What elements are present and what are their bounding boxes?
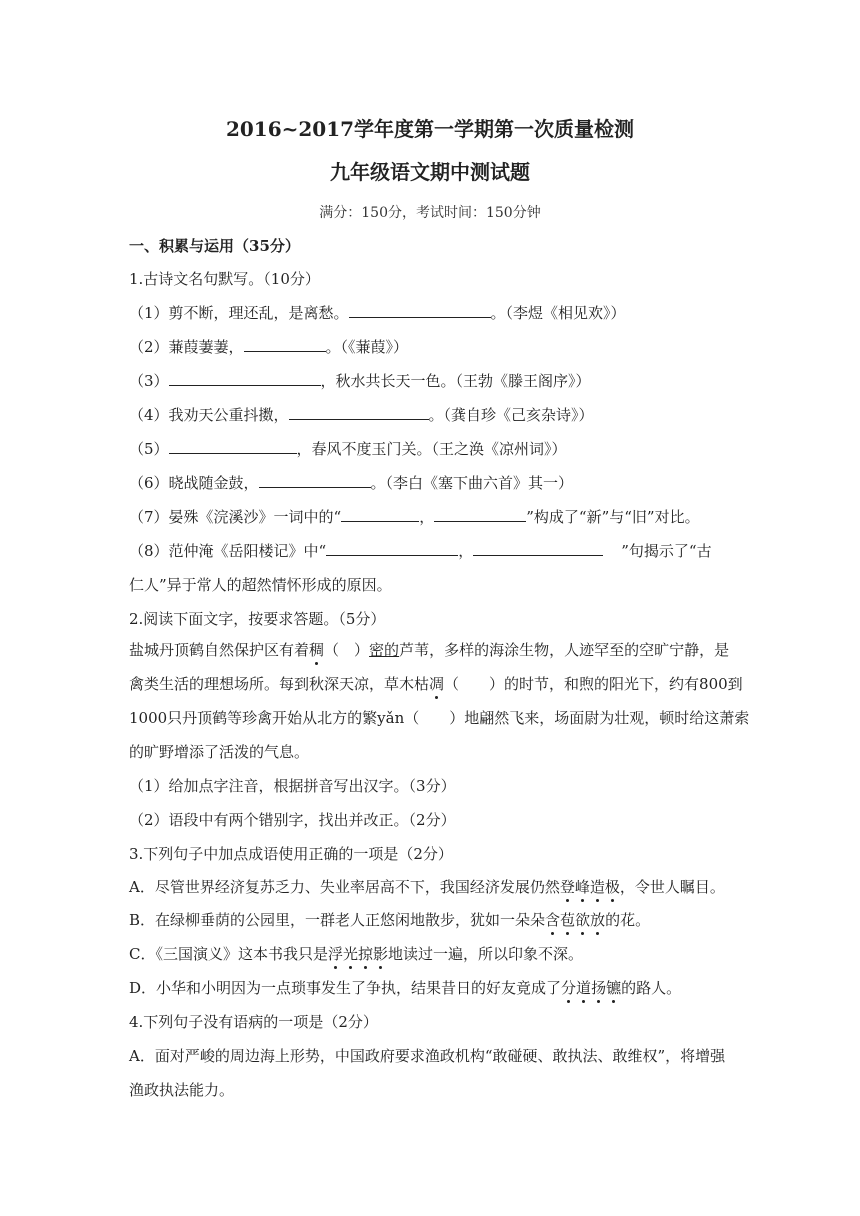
underlined-text: 密的 (369, 641, 400, 659)
q2-passage-line4: 的旷野增添了活泼的气息。 (129, 743, 310, 761)
answer-blank[interactable] (341, 507, 419, 522)
q2-passage-line3: 1000只丹顶鹤等珍禽开始从北方的繁yǎn（ ）地翩然飞来，场面尉为壮观，顿时给这萧索 (129, 709, 750, 727)
q1-item-8-comma: ， (458, 542, 474, 560)
q1-item-7-tail: ”构成了“新”与“旧”对比。 (526, 508, 700, 526)
dotted-char: 凋 (429, 675, 445, 693)
dotted-char: 极 (604, 878, 620, 896)
dotted-char: 造 (589, 878, 605, 896)
q1-item-2-source: 。（《蒹葭》） (325, 338, 409, 356)
q2-passage-line2 (129, 674, 743, 694)
q1-item-3 (129, 371, 591, 391)
q1-item-8 (129, 541, 712, 561)
dotted-idiom (561, 979, 621, 997)
exam-title-line2: 九年级语文期中测试题 (330, 160, 530, 184)
exam-subtitle: 满分：150分，考试时间：150分钟 (319, 205, 541, 221)
option-text: 的花。 (605, 911, 651, 929)
answer-blank[interactable] (244, 337, 326, 352)
dotted-idiom (560, 878, 620, 896)
dotted-char: 峰 (574, 878, 590, 896)
q1-item-8-text: （8）范仲淹《岳阳楼记》中“ (129, 542, 327, 560)
q2-subquestion-2: （2）语段中有两个错别字，找出并改正。（2分） (129, 811, 456, 829)
dotted-char: 稠 (309, 641, 325, 659)
q2-passage-text: 禽类生活的理想场所。每到秋深天凉，草木枯 (129, 675, 430, 693)
answer-blank[interactable] (473, 541, 603, 556)
q2-passage-text: 芦苇，多样的海涂生物，人迹罕至的空旷宁静，是 (399, 641, 730, 659)
answer-blank[interactable] (169, 371, 321, 386)
option-text: B．在绿柳垂荫的公园里，一群老人正悠闲地散步，犹如一朵朵 (129, 911, 546, 929)
section-heading: 一、积累与运用（35分） (129, 237, 300, 255)
option-text: C．《三国演义》这本书我只是 (129, 945, 328, 963)
answer-blank[interactable] (326, 541, 458, 556)
dotted-char: 苞 (560, 911, 576, 929)
q3-option-a[interactable] (129, 877, 725, 897)
q3-option-d[interactable] (129, 978, 681, 998)
q1-item-3-text: ，秋水共长天一色。（王勃《滕王阁序》） (320, 372, 591, 390)
exam-title-line1: 2016~2017学年度第一学期第一次质量检测 (225, 117, 635, 141)
dotted-char: 放 (590, 911, 606, 929)
q1-item-1 (129, 303, 626, 323)
q4-option-a-line1[interactable]: A．面对严峻的周边海上形势，中国政府要求渔政机构“敢碰硬、敢执法、敢维权”，将增强 (129, 1047, 726, 1065)
answer-blank[interactable] (289, 405, 429, 420)
dotted-idiom (545, 911, 605, 929)
dotted-char: 镳 (606, 979, 622, 997)
q2-subquestion-1: （1）给加点字注音，根据拼音写出汉字。（3分） (129, 777, 456, 795)
option-text: A．尽管世界经济复苏乏力、失业率居高不下，我国经济发展仍然 (129, 878, 560, 896)
q3-option-c[interactable] (129, 944, 583, 964)
q1-item-5-num: （5） (129, 440, 169, 458)
q1-item-4-text: （4）我劝天公重抖擞， (129, 406, 289, 424)
q1-item-1-source: 。（李煜《相见欢》） (490, 304, 626, 322)
q1-item-7 (129, 507, 700, 527)
dotted-char: 道 (576, 979, 592, 997)
dotted-char: 影 (373, 945, 389, 963)
q1-item-7-comma: ， (419, 508, 435, 526)
q2-stem: 2.阅读下面文字，按要求答题。（5分） (129, 610, 386, 628)
option-text: ，令世人瞩目。 (619, 878, 725, 896)
q1-stem: 1.古诗文名句默写。（10分） (129, 270, 320, 288)
dotted-idiom (328, 945, 388, 963)
q1-item-4-source: 。（龚自珍《己亥杂诗》） (428, 406, 594, 424)
answer-blank[interactable] (349, 303, 491, 318)
q1-item-8-cont: 仁人”异于常人的超然情怀形成的原因。 (129, 576, 392, 594)
answer-blank[interactable] (259, 473, 371, 488)
q3-stem: 3.下列句子中加点成语使用正确的一项是（2分） (129, 845, 453, 863)
q2-passage-text: 盐城丹顶鹤自然保护区有着 (129, 641, 310, 659)
q4-stem: 4.下列句子没有语病的一项是（2分） (129, 1013, 378, 1031)
q1-item-1-text: （1）剪不断，理还乱，是离愁。 (129, 304, 349, 322)
q1-item-6 (129, 473, 573, 493)
dotted-char: 光 (343, 945, 359, 963)
dotted-char: 浮 (327, 945, 343, 963)
answer-paren[interactable]: （ ） (324, 641, 370, 659)
option-text: 地读过一遍，所以印象不深。 (388, 945, 584, 963)
q3-option-b[interactable] (129, 910, 650, 930)
q1-item-4 (129, 405, 594, 425)
option-text: 的路人。 (621, 979, 682, 997)
option-text: D．小华和小明因为一点琐事发生了争执，结果昔日的好友竟成了 (129, 979, 562, 997)
dotted-char: 欲 (575, 911, 591, 929)
q1-item-7-text: （7）晏殊《浣溪沙》一词中的“ (129, 508, 342, 526)
q1-item-2 (129, 337, 408, 357)
q1-item-5-text: ，春风不度玉门关。（王之涣《凉州词》） (296, 440, 567, 458)
q1-item-6-text: （6）晓战随金鼓， (129, 474, 259, 492)
q1-item-6-source: 。（李白《塞下曲六首》其一） (370, 474, 574, 492)
q4-option-a-line2: 渔政执法能力。 (129, 1081, 235, 1099)
q1-item-5 (129, 439, 567, 459)
dotted-char: 掠 (358, 945, 374, 963)
q2-passage-line1 (129, 640, 729, 660)
dotted-char: 分 (561, 979, 577, 997)
q1-item-2-text: （2）蒹葭萋萋， (129, 338, 244, 356)
q1-item-8-tail: ”句揭示了“古 (621, 542, 712, 560)
q1-item-3-num: （3） (129, 372, 169, 390)
dotted-char: 登 (559, 878, 575, 896)
answer-blank[interactable] (169, 439, 297, 454)
dotted-char: 扬 (591, 979, 607, 997)
q2-passage-text: （ ）的时节，和煦的阳光下，约有800到 (444, 675, 743, 693)
dotted-char: 含 (545, 911, 561, 929)
answer-blank[interactable] (434, 507, 526, 522)
